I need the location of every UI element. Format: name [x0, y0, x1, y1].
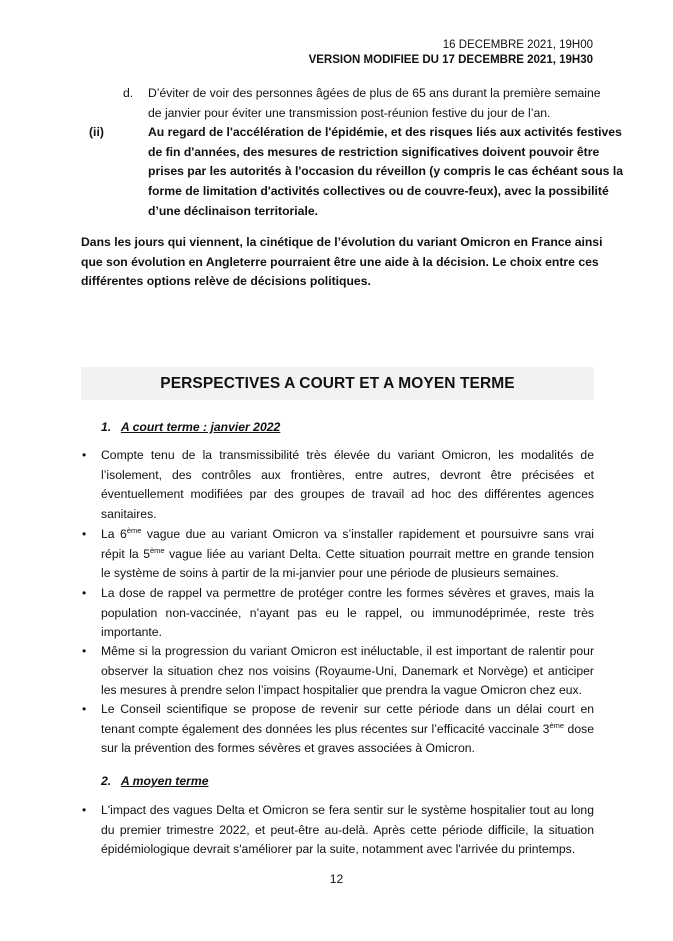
text-line: L'impact des vagues Delta et Omicron se fera sentir sur le système hospitalier tout au long — [101, 803, 594, 817]
page-number: 12 — [329, 872, 344, 886]
list-item — [101, 700, 594, 759]
text-line: le système de soins à partir de la mi-janvier pour une période de plusieurs semaines. — [101, 566, 559, 581]
text-line: La dose de rappel va permettre de protéger contre les formes sévères et graves, mais la — [101, 586, 594, 600]
bullet-icon: • — [82, 803, 87, 817]
text-line: Compte tenu de la transmissibilité très élevée du variant Omicron, les modalités de — [101, 448, 594, 462]
bullet-icon: • — [82, 527, 87, 541]
subsection-title: A court terme : janvier 2022 — [120, 420, 281, 434]
list-item — [101, 801, 594, 860]
bullet-icon: • — [82, 644, 87, 658]
list-item — [101, 525, 594, 584]
text-line: importante. — [101, 625, 162, 640]
text-line: Dans les jours qui viennent, la cinétique de l’évolution du variant Omicron en France ainsi — [81, 235, 603, 249]
text-line: D’éviter de voir des personnes âgées de plus de 65 ans durant la première semaine — [148, 86, 601, 100]
text-line: Même si la progression du variant Omicron est inéluctable, il est important de ralentir pour — [101, 644, 594, 658]
text-line — [101, 525, 594, 545]
list-marker-d: d. — [123, 86, 134, 100]
header-date: 16 DECEMBRE 2021, 19H00 — [442, 39, 593, 51]
text-line — [101, 720, 594, 740]
superscript: ème — [149, 545, 165, 555]
text-line — [101, 545, 594, 565]
text-line: d’une déclinaison territoriale. — [148, 203, 318, 218]
text-segment: tenant compte également des données les plus récentes sur l’efficacité vaccinale 3 — [101, 721, 550, 736]
bullet-icon: • — [82, 702, 87, 716]
list-marker-ii: (ii) — [89, 125, 104, 139]
text-line: du premier trimestre 2022, et peut-être au-delà. Après cette période difficile, la situation — [101, 822, 594, 837]
section-heading-box — [81, 367, 594, 400]
subsection-number: 1. — [101, 420, 112, 434]
subsection-title: A moyen terme — [120, 774, 209, 788]
text-line: prises par les autorités à l'occasion du réveillon (y compris le cas échéant sous la — [148, 164, 624, 179]
text-line: que son évolution en Angleterre pourraient être une aide à la décision. Le choix entre ces — [81, 254, 599, 269]
text-segment: dose — [564, 721, 594, 736]
list-item — [101, 584, 594, 643]
text-segment: vague due au variant Omicron va s’installer rapidement et poursuivre sans vrai — [141, 527, 594, 541]
bullet-icon: • — [82, 586, 87, 600]
list-item-d — [148, 84, 601, 123]
text-line: épidémiologique devrait s'améliorer par la suite, notamment avec l'arrivée du printemps. — [101, 842, 576, 857]
text-line: Au regard de l'accélération de l'épidémie, et des risques liés aux activités festives — [148, 125, 622, 139]
text-line: population non-vaccinée, n’ayant pas eu le rappel, ou immunodéprimée, reste très — [101, 605, 594, 620]
section-title: PERSPECTIVES A COURT ET A MOYEN TERME — [160, 374, 515, 392]
list-item — [101, 446, 594, 525]
text-line: Le Conseil scientifique se propose de revenir sur cette période dans un délai court en — [101, 702, 594, 716]
list-item-ii — [148, 123, 624, 222]
text-line: de janvier pour éviter une transmission post-réunion festive du jour de l’an. — [148, 105, 551, 120]
superscript: ème — [126, 526, 142, 535]
header-version: VERSION MODIFIEE DU 17 DECEMBRE 2021, 19H30 — [308, 54, 593, 66]
text-line: observer la situation chez nos voisins (Royaume-Uni, Danemark et Norvège) et anticiper — [101, 663, 594, 678]
text-line: les mesures à prendre selon l’impact hospitalier que prendra la vague Omicron chez eux. — [101, 683, 582, 698]
text-line: forme de limitation d'activités collectives ou de couvre-feux), avec la possibilité — [148, 184, 609, 199]
subsection-2-heading — [101, 772, 209, 791]
conclusion-paragraph — [81, 233, 603, 292]
superscript: ème — [549, 720, 565, 730]
text-segment: répit la 5 — [101, 546, 150, 561]
list-item — [101, 642, 594, 701]
text-segment: La 6 — [101, 527, 127, 541]
text-line: éventuellement modifiées par des groupes de travail ad hoc des différentes agences — [101, 487, 594, 502]
bullet-icon: • — [82, 448, 87, 462]
text-line: sur la prévention des formes sévères et graves associées à Omicron. — [101, 741, 475, 756]
text-line: l’isolement, des contrôles aux frontières, entre autres, devront être précisées et — [101, 467, 594, 482]
text-line: sanitaires. — [101, 507, 157, 522]
text-line: différentes options relève de décisions politiques. — [81, 274, 371, 289]
subsection-1-heading — [101, 418, 280, 437]
text-line: de fin d'années, des mesures de restriction significatives doivent pouvoir être — [148, 144, 600, 159]
subsection-number: 2. — [101, 774, 112, 788]
text-segment: vague liée au variant Delta. Cette situation pourrait mettre en grande tension — [164, 546, 594, 561]
